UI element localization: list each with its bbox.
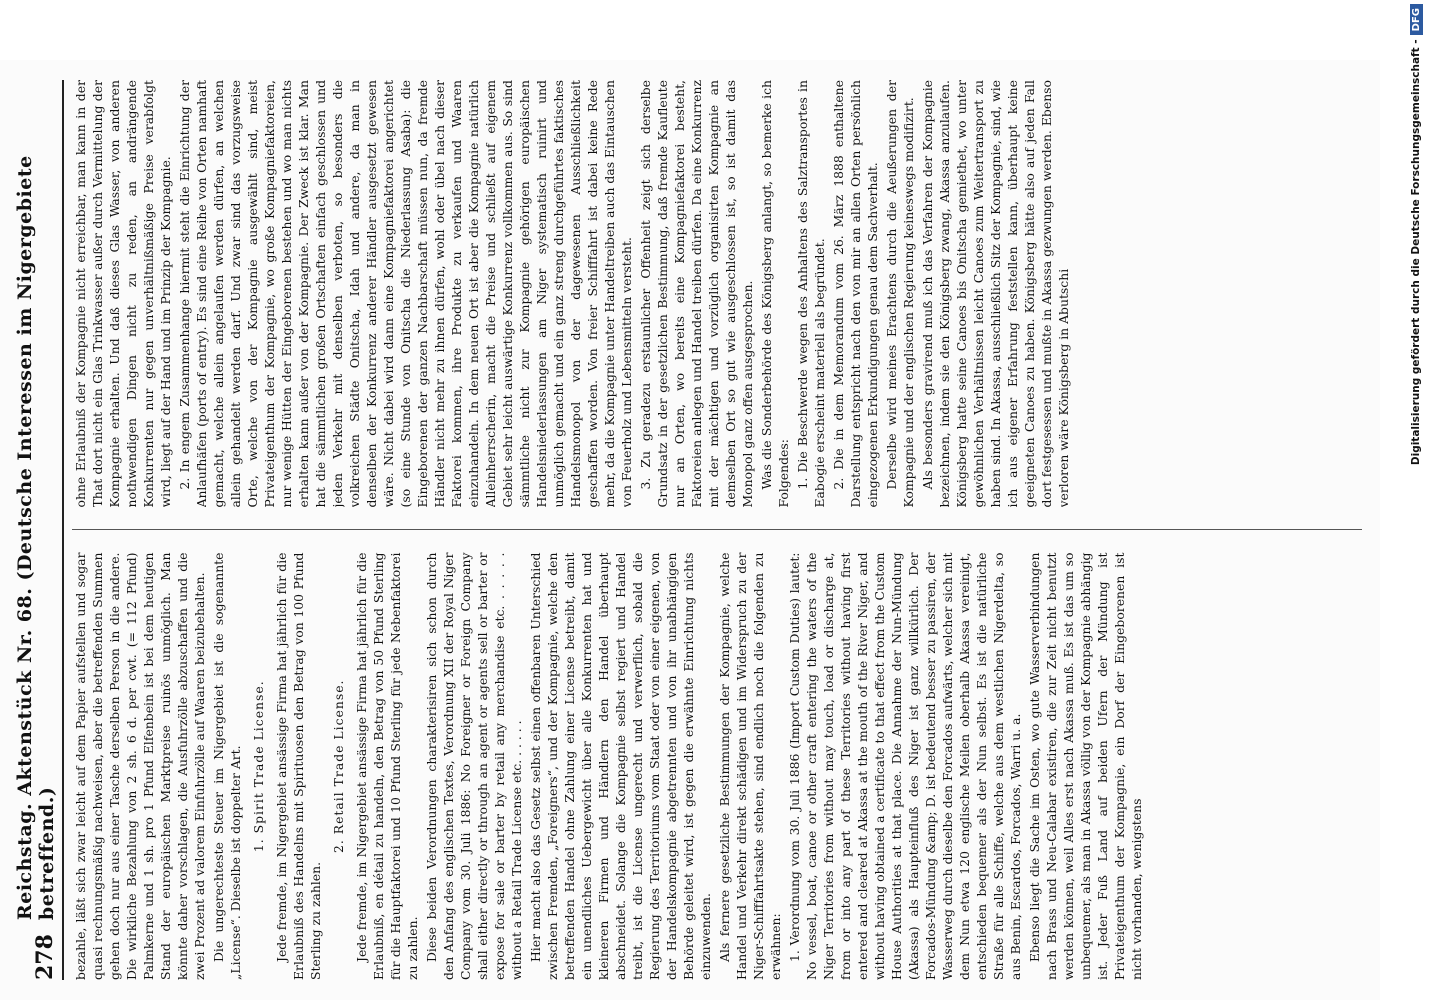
paragraph: Jede fremde, im Nigergebiet ansässige Firma hat jährlich für die Erlaubniß, en détail zu handeln, den Betrag von 50 Pfund Sterling für die Hauptfaktorei und 10 Pfund Sterling für jede Nebenfaktorei zu zahlen. [354,552,420,980]
page-number: 278 [32,934,58,980]
section-heading: 1. Spirit Trade License. [251,680,266,853]
text-columns [72,80,1362,980]
paragraph: 2. Die in dem Memorandum vom 26. März 1888 enthaltene Darstellung entspricht nach den von mir an allen Orten persönlich eingezogenen Erkundigungen genau dem Sachverhalt. [831,80,880,508]
paragraph: 1. Verordnung vom 30. Juli 1886 (Import Custom Duties) lautet: No vessel, boat, canoe or other craft entering the waters of the Niger Territories from without may touch, load or discharge at, from or into any part of these Territories without having first entered and cleared at Akassa at the mouth of the River Niger, and without having obtained a certificate to that effect from the Custom House Authorities at that place. Die Annahme der Nun-Mündung (Akassa) als Haupteinfluß des Niger ist ganz willkürlich. Der Forcados-Mündung &amp; D. ist bedeutend besser zu passiren, der Wasserweg durch dieselbe den Forcados aufwärts, welcher sich mit dem Nun etwa 120 englische Meilen oberhalb Akassa vereinigt, entschieden bequemer als der Nun selbst. Es ist die natürliche Straße für alle Schiffe, welche aus dem westlichen Nigerdelta, so aus Benin, Escardos, Forcados, Warri u. a. [787,552,1023,980]
running-title: Reichstag. Aktenstück Nr. 68. (Deutsche Interessen im Nigergebiete betreffend.) [14,155,58,921]
right-column [72,80,1362,508]
paragraph: Derselbe wird meines Erachtens durch die Aeußerungen der Kompagnie und der englischen Regierung keineswegs modifizirt. [884,80,916,508]
paragraph: Die ungerechteste Steuer im Nigergebiet ist die sogenannte „License“. Dieselbe ist doppelter Art. [211,552,243,980]
paragraph: Was die Sonderbehörde des Königsberg anlangt, so bemerke ich Folgendes: [759,80,791,508]
paragraph: 2. In engem Zusammenhange hiermit steht die Einrichtung der Anlaufhäfen (ports of entry). Es sind eine Reihe von Orten namhaft gemacht, welche allein angelaufen werden dürfen, an welchen allein gehandelt werden darf. Und zwar sind das vorzugsweise Orte, welche von der Kompagnie ausgewählt sind, meist Privateigenthum der Kompagnie, wo große Kompagniefaktoreien, nur wenige Hütten der Eingeborenen bestehen und wo man nichts erhalten kann außer von der Kompagnie. Der Zweck ist klar. Man hat die sämmtlichen großen Ortschaften einfach geschlossen und jeden Verkehr mit denselben verboten, so besonders die volkreichen Städte Onitscha, Idah und andere, da man in denselben der Konkurrenz anderer Händler ausgesetzt gewesen wäre. Nicht dabei wird dann eine Kompagniefaktorei angerichtet (so eine Stunde von Onitscha die Niederlassung Asaba): die Eingeborenen der ganzen Nachbarschaft müssen nun, da fremde Händler nicht mehr zu ihnen dürfen, wohl oder übel nach dieser Faktorei kommen, ihre Produkte zu verkaufen und Waaren einzuhandeln. In dem neuen Ort ist aber die Kompagnie natürlich Alleinherrscherin, macht die Preise und schließt auf eigenem Gebiet sehr leicht auswärtige Konkurrenz vollkommen aus. So sind sämmtliche nicht zur Kompagnie gehörigen europäischen Handelsniederlassungen am Niger systematisch ruinirt und unmöglich gemacht und ein ganz streng durchgeführtes faktisches Handelsmonopol von der dagewesenen Ausschließlichkeit geschaffen worden. Von freier Schifffahrt ist dabei keine Rede mehr, da die Kompagnie unter Handeltreiben auch das Eintauschen von Feuerholz und Lebensmitteln versteht. [177,80,634,508]
digitization-credit [1406,0,1426,1000]
section-heading: 2. Retail Trade License. [331,679,346,854]
column-divider [72,530,1362,531]
credit-text: Digitalisierung gefördert durch die Deutsche Forschungsgemeinschaft - [1410,39,1422,466]
page-header [14,80,64,980]
paragraph: 3. Zu geradezu erstaunlicher Offenheit zeigt sich derselbe Grundsatz in der gesetzlichen Bestimmung, daß fremde Kaufleute nur an Orten, wo bereits eine Kompagniefaktorei besteht, Faktoreien anlegen und Handel treiben dürfen. Da eine Konkurrenz mit der mächtigen und vorzüglich organisirten Kompagnie an demselben Ort so gut wie ausgeschlossen ist, so ist damit das Monopol ganz offen ausgesprochen. [638,80,755,508]
paragraph: ohne Erlaubniß der Kompagnie nicht erreichbar, man kann in der That dort nicht ein Glas Trinkwasser außer durch Vermittelung der Kompagnie erhalten. Und daß dieses Glas Wasser, von anderen nothwendigen Dingen nicht zu reden, an andrängende Konkurrenten nur gegen unverhältnißmäßige Preise verabfolgt wird, liegt auf der Hand und im Prinzip der Kompagnie. [73,80,173,508]
paragraph: Hier macht also das Gesetz selbst einen offenbaren Unterschied zwischen Fremden, „Foreigners“, und der Kompagnie, welche den betreffenden Handel ohne Zahlung einer License betreibt, damit ein unendliches Uebergewicht über alle Konkurrenten hat und kleineren Firmen und Händlern den Handel überhaupt abschneidet. Solange die Kompagnie selbst regiert und Handel treibt, ist die License ungerecht und verwerflich, sobald die Regierung des Territoriums vom Staat oder von einer eigenen, von der Handelskompagnie abgetrennten und von ihr unabhängigen Behörde geleitet wird, ist gegen die erwähnte Einrichtung nichts einzuwenden. [528,552,713,980]
dfg-logo: DFG [1410,4,1423,35]
rotated-document-page [0,60,1380,1000]
paragraph: Als fernere gesetzliche Bestimmungen der Kompagnie, welche Handel und Verkehr direkt schädigen und im Widerspruch zu der Niger-Schifffahrtsakte stehen, sind endlich noch die folgenden zu erwähnen: [717,552,783,980]
paragraph: Als besonders gravirend muß ich das Verfahren der Kompagnie bezeichnen, indem sie den Königsberg zwang, Akassa anzulaufen. Königsberg hatte seine Canoes bis Onitscha gemiethet, wo unter gewöhnlichen Verhältnissen leicht Canoes zum Weitertransport zu haben sind. In Akassa, ausschließlich Sitz der Kompagnie, sind, wie ich aus eigener Erfahrung feststellen kann, überhaupt keine geeigneten Canoes zu haben. Königsberg hätte also auf jeden Fall dort festgesessen und mußte in Akassa gezwungen werden. Ebenso verloren wäre Königsberg in Abutschi [920,80,1071,508]
paragraph: 1. Die Beschwerde wegen des Anhaltens des Salztransportes in Eabogie erscheint materiell als begründet. [795,80,827,508]
left-column [72,553,1362,981]
paragraph: bezahle, läßt sich zwar leicht auf dem Papier aufstellen und sogar quasi rechnungsmäßig nachweisen, aber die betreffenden Summen gehen doch nur aus einer Tasche derselben Person in die andere. Die wirkliche Bezahlung von 2 sh. 6 d. per cwt. (= 112 Pfund) Palmkerne und 1 sh. pro 1 Pfund Elfenbein ist bei dem heutigen Stand der europäischen Marktpreise ruinös unmöglich. Man könnte daher vorschlagen, die Ausfuhrzölle abzuschaffen und die zwei Prozent ad valorem Einfuhrzölle auf Waaren beizubehalten. [73,552,207,980]
paragraph: Jede fremde, im Nigergebiet ansässige Firma hat jährlich für die Erlaubniß des Handelns mit Spirituosen den Betrag von 100 Pfund Sterling zu zahlen. [274,552,323,980]
paragraph: Ebenso liegt die Sache im Osten, wo gute Wasserverbindungen nach Brass und Neu-Calabar existiren, die zur Zeit nicht benutzt werden können, weil Alles erst nach Akassa muß. Es ist das um so unbequemer, als man in Akassa völlig von der Kompagnie abhängig ist. Jeder Fuß Land auf beiden Ufern der Mündung ist Privateigenthum der Kompagnie, ein Dorf der Eingeborenen ist nicht vorhanden, wenigstens [1027,552,1144,980]
paragraph: Diese beiden Verordnungen charakterisiren sich schon durch den Anfang des englischen Textes, Verordnung XII der Royal Niger Company vom 30. Juli 1886: No Foreigner or Foreign Company shall either directly or through an agent or agents sell or barter or expose for sale or barter by retail any merchandise etc. . . . . . without a Retail Trade License etc. . . . . . [424,552,524,980]
